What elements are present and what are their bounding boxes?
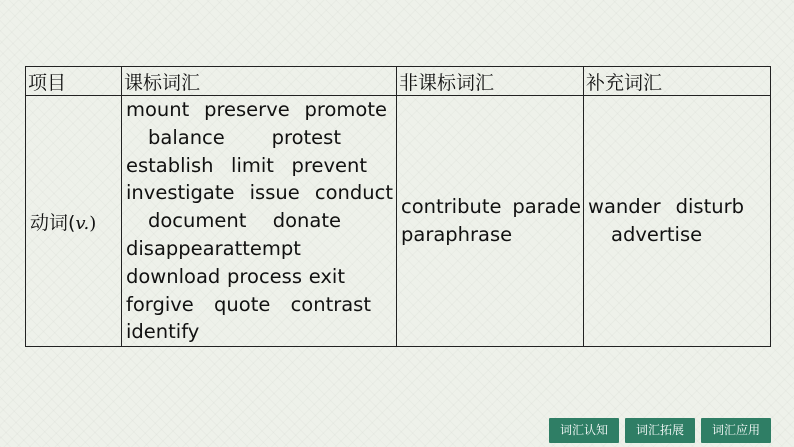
word: advertise <box>611 223 703 247</box>
word: quote <box>214 292 271 316</box>
category-suffix: ) <box>89 212 97 234</box>
word: contribute <box>401 195 502 219</box>
word: issue <box>249 181 300 205</box>
word: investigate <box>126 181 235 205</box>
table-header-row <box>26 67 771 96</box>
header-item: 项目 <box>26 67 122 96</box>
header-supplementary-vocab: 补充词汇 <box>584 67 771 96</box>
word: wander <box>588 195 661 219</box>
word: attempt <box>222 236 301 260</box>
word: disturb <box>675 195 744 219</box>
word-line <box>401 221 581 249</box>
word-line <box>126 124 393 152</box>
word: document <box>148 209 247 233</box>
word-line <box>126 263 393 291</box>
word: balance <box>148 125 225 149</box>
word: identify <box>126 320 200 344</box>
category-prefix: 动词( <box>30 211 76 234</box>
non-core-vocab-cell <box>397 96 584 347</box>
word: limit <box>231 153 274 177</box>
vocab-expansion-button[interactable]: 词汇拓展 <box>625 418 695 443</box>
word: process <box>227 264 302 288</box>
word: contrast <box>290 292 371 316</box>
word: mount <box>126 98 190 121</box>
vocab-recognition-button[interactable]: 词汇认知 <box>549 418 619 443</box>
vocab-application-button[interactable]: 词汇应用 <box>701 418 771 443</box>
category-pos: v. <box>75 212 90 234</box>
table-row-verbs <box>26 96 771 347</box>
core-vocab-cell <box>122 96 397 347</box>
word: promote <box>304 98 387 121</box>
word-line <box>126 291 393 319</box>
word-line <box>126 179 393 207</box>
word: donate <box>272 209 341 233</box>
word-line <box>126 152 393 180</box>
word-line <box>126 318 393 346</box>
word: parade <box>512 195 581 219</box>
word: prevent <box>291 153 367 177</box>
word: preserve <box>204 98 290 121</box>
word: disappear <box>126 236 223 260</box>
word: conduct <box>314 181 393 205</box>
word-line <box>126 96 393 124</box>
word-line <box>588 221 766 249</box>
header-non-core-vocab: 非课标词汇 <box>397 67 584 96</box>
word: paraphrase <box>401 223 513 247</box>
word: exit <box>308 264 345 288</box>
word: establish <box>126 153 214 177</box>
word: protest <box>271 125 341 149</box>
word: forgive <box>126 292 194 316</box>
word-line <box>401 193 581 221</box>
supplementary-vocab-cell <box>584 96 771 347</box>
header-core-vocab: 课标词汇 <box>122 67 397 96</box>
word-line <box>126 235 393 263</box>
category-cell <box>26 96 122 347</box>
word: download <box>126 264 221 288</box>
word-line <box>588 193 766 221</box>
vocabulary-table <box>25 66 771 347</box>
word-line <box>126 207 393 235</box>
